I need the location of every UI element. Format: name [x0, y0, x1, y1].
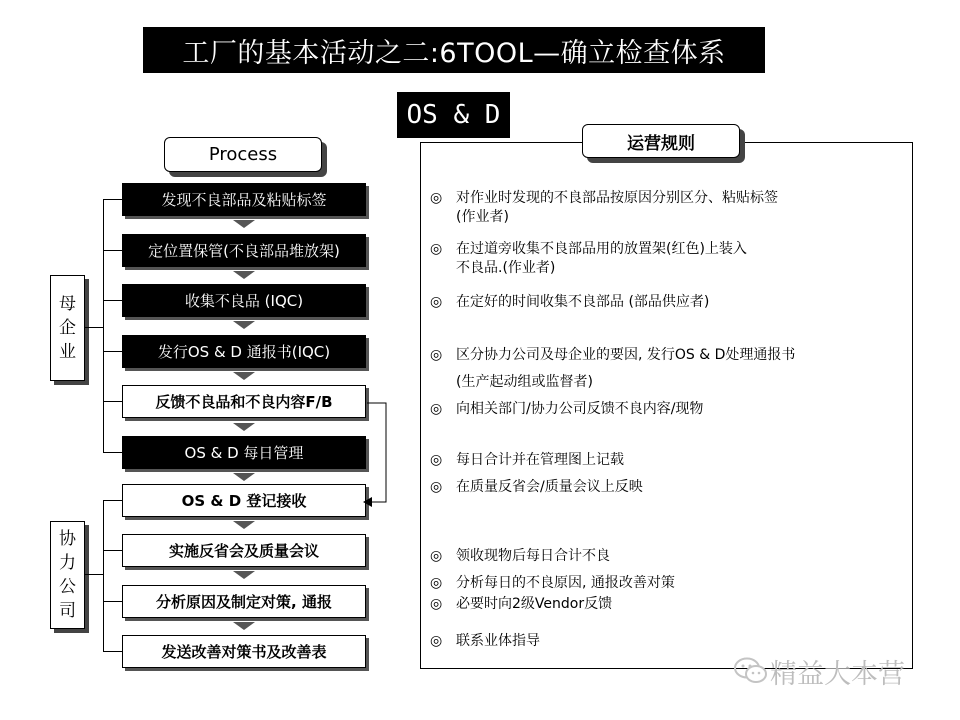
rule-item — [430, 547, 610, 566]
bullet-icon: ◎ — [430, 575, 443, 591]
section-title: OS & D — [397, 92, 510, 138]
rule-item — [430, 189, 778, 227]
rule-item — [430, 293, 709, 312]
group-char: 业 — [59, 342, 76, 362]
bullet-icon: ◎ — [430, 241, 443, 257]
down-arrow-icon — [233, 271, 255, 279]
rule-item — [430, 478, 643, 497]
rule-item — [430, 451, 624, 470]
rule-item — [430, 400, 703, 419]
rule-text-continued: (生产起动组或监督者) — [456, 374, 593, 390]
down-arrow-icon — [233, 220, 255, 228]
process-header: Process — [164, 137, 322, 172]
bullet-icon: ◎ — [430, 633, 443, 649]
down-arrow-icon — [233, 521, 255, 529]
rule-text: 在过道旁收集不良部品用的放置架(红色)上装入 — [456, 241, 747, 257]
rule-text: 必要时向2级Vendor反馈 — [456, 596, 613, 612]
rule-text-continued: (作业者) — [456, 209, 509, 225]
bullet-icon: ◎ — [430, 401, 443, 417]
wechat-icon — [733, 656, 769, 686]
bracket-tick — [103, 401, 122, 402]
page-title: 工厂的基本活动之二:6TOOL—确立检查体系 — [143, 27, 765, 73]
rule-item — [430, 574, 675, 593]
feedback-arrow-icon — [360, 395, 400, 525]
watermark-text: 精益大本营 — [770, 659, 905, 690]
bullet-icon: ◎ — [430, 190, 443, 206]
bullet-icon: ◎ — [430, 596, 443, 612]
down-arrow-icon — [233, 473, 255, 481]
group-char: 公 — [59, 577, 76, 597]
down-arrow-icon — [233, 423, 255, 431]
process-step: 反馈不良品和不良内容F/B — [122, 385, 366, 418]
bracket-tick — [103, 651, 122, 652]
rule-item — [430, 632, 540, 651]
bracket-tick — [103, 351, 122, 352]
process-step: 发行OS & D 通报书(IQC) — [122, 335, 366, 368]
rule-text: 向相关部门/协力公司反馈不良内容/现物 — [456, 401, 704, 417]
rule-text: 每日合计并在管理图上记载 — [456, 452, 624, 468]
process-step: 发现不良部品及粘贴标签 — [122, 183, 366, 216]
group-char: 力 — [59, 553, 76, 573]
rule-text: 分析每日的不良原因, 通报改善对策 — [456, 575, 675, 591]
bullet-icon: ◎ — [430, 347, 443, 363]
group-char: 企 — [59, 318, 76, 338]
process-step: 分析原因及制定对策, 通报 — [122, 585, 366, 618]
bracket-tick — [103, 601, 122, 602]
rule-text: 联系业体指导 — [456, 633, 540, 649]
bracket-tick — [103, 199, 122, 200]
process-step: 收集不良品 (IQC) — [122, 284, 366, 317]
bracket-tick — [103, 452, 122, 453]
down-arrow-icon — [233, 321, 255, 329]
rule-text: 在质量反省会/质量会议上反映 — [456, 479, 643, 495]
process-step: OS & D 登记接收 — [122, 484, 366, 517]
process-step: 发送改善对策书及改善表 — [122, 635, 366, 668]
process-step: 实施反省会及质量会议 — [122, 534, 366, 567]
rule-text: 区分协力公司及母企业的要因, 发行OS & D处理通报书 — [456, 347, 796, 363]
bracket-tick — [103, 250, 122, 251]
rule-item — [430, 595, 612, 614]
bracket-tick — [103, 500, 122, 501]
rule-item — [430, 346, 795, 365]
bracket-spine — [103, 500, 104, 651]
rule-text: 对作业时发现的不良部品按原因分别区分、粘贴标签 — [456, 190, 778, 206]
process-step: OS & D 每日管理 — [122, 436, 366, 469]
bracket-connector — [84, 327, 103, 328]
down-arrow-icon — [233, 372, 255, 380]
bracket-tick — [103, 300, 122, 301]
rule-text: 领收现物后每日合计不良 — [456, 548, 610, 564]
rules-header: 运营规则 — [582, 124, 740, 158]
group-char: 协 — [59, 529, 76, 549]
bullet-icon: ◎ — [430, 548, 443, 564]
group-char: 司 — [59, 601, 76, 621]
group-mother-company — [50, 275, 85, 381]
group-char: 母 — [59, 294, 76, 314]
bracket-connector — [84, 574, 103, 575]
bullet-icon: ◎ — [430, 452, 443, 468]
bullet-icon: ◎ — [430, 479, 443, 495]
down-arrow-icon — [233, 622, 255, 630]
down-arrow-icon — [233, 571, 255, 579]
rule-item — [430, 373, 593, 392]
process-step: 定位置保管(不良部品堆放架) — [122, 234, 366, 267]
group-partner-company — [50, 521, 85, 629]
bracket-spine — [103, 199, 104, 452]
bullet-icon: ◎ — [430, 294, 443, 310]
rule-text: 在定好的时间收集不良部品 (部品供应者) — [456, 294, 710, 310]
rule-text-continued: 不良品.(作业者) — [456, 260, 556, 276]
rule-item — [430, 240, 747, 278]
bracket-tick — [103, 550, 122, 551]
